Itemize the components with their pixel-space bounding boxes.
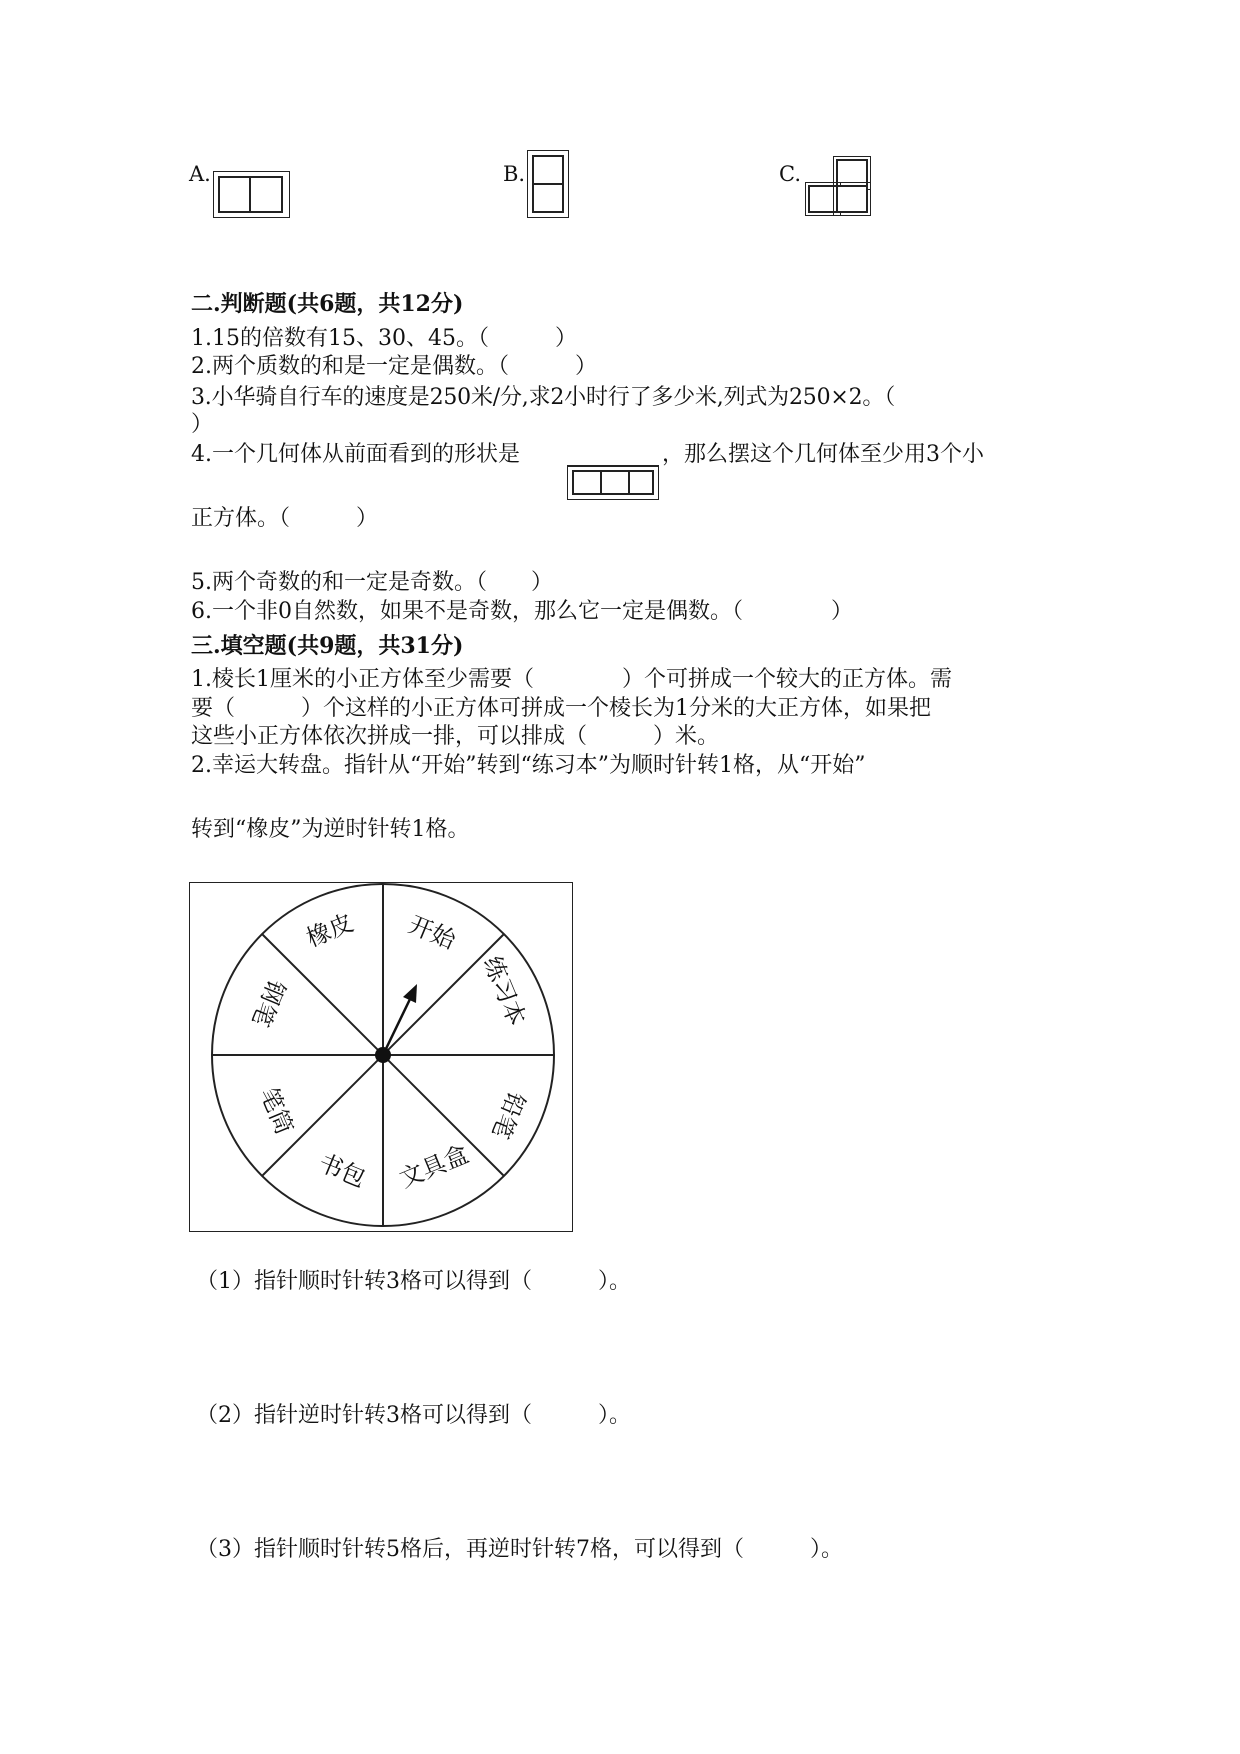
fill-q1-line3: 这些小正方体依次拼成一排，可以排成（ ）米。 [191, 724, 720, 749]
option-c-label: C. [779, 162, 801, 186]
fill-q2-sub2: （2）指针逆时针转3格可以得到（ ）。 [196, 1403, 631, 1428]
option-a-label: A. [189, 162, 211, 186]
fill-q2-sub1: （1）指针顺时针转3格可以得到（ ）。 [196, 1269, 631, 1294]
judge-q4-part1: 4.一个几何体从前面看到的形状是 [191, 442, 520, 467]
sector-label-start: 开始 [404, 909, 460, 955]
fill-q2-sub3: （3）指针顺时针转5格后，再逆时针转7格，可以得到（ ）。 [196, 1537, 843, 1562]
judge-q5: 5.两个奇数的和一定是奇数。（ ） [191, 570, 553, 595]
option-c-cell-bottom-right [836, 185, 868, 213]
judge-q2: 2.两个质数的和是一定是偶数。（ ） [191, 354, 597, 379]
sector-label-eraser: 橡皮 [301, 907, 357, 953]
option-b-figure [527, 150, 569, 218]
sector-label-schoolbag: 书包 [314, 1147, 370, 1193]
judge-q4-figure-underline [567, 466, 659, 467]
lucky-wheel-frame [189, 882, 573, 1232]
fill-q1-line2: 要（ ）个这样的小正方体可拼成一个棱长为1分米的大正方体，如果把 [191, 696, 931, 721]
fill-q2-line1: 2.幸运大转盘。指针从“开始”转到“练习本”为顺时针转1格，从“开始” [191, 753, 866, 778]
option-a-cell-right [249, 176, 283, 213]
sector-label-pencil: 铅笔 [485, 1087, 531, 1143]
option-c-cell-top-right [836, 159, 868, 187]
judge-q1: 1.15的倍数有15、30、45。（ ） [191, 326, 577, 351]
judge-q4-figure [567, 465, 659, 500]
judge-q3-line1: 3.小华骑自行车的速度是250米/分,求2小时行了多少米,列式为250×2。（ [191, 385, 896, 410]
wheel-center-hub [375, 1047, 391, 1063]
option-c-figure [806, 157, 870, 217]
section2-heading: 二.判断题(共6题，共12分) [191, 291, 464, 317]
sector-label-fountain-pen: 钢笔 [245, 975, 291, 1031]
judge-q4-line2: 正方体。（ ） [191, 506, 379, 531]
option-b-label: B. [503, 162, 526, 186]
option-b-cell-top [532, 155, 564, 185]
lucky-wheel [189, 882, 573, 1232]
section3-heading: 三.填空题(共9题，共31分) [191, 633, 464, 659]
option-a-figure [213, 171, 290, 218]
fill-q1-line1: 1.棱长1厘米的小正方体至少需要（ ）个可拼成一个较大的正方体。需 [191, 667, 952, 692]
judge-q4-cell-1 [572, 470, 602, 495]
fill-q2-line2: 转到“橡皮”为逆时针转1格。 [191, 817, 470, 842]
judge-q3-line2: ） [191, 412, 214, 437]
sector-label-exercise-book: 练习本 [477, 951, 531, 1030]
sector-label-pencil-case: 文具盒 [394, 1139, 473, 1193]
option-c-cell-bottom-left [808, 185, 838, 213]
sector-label-pen-holder: 笔筒 [253, 1082, 299, 1138]
wheel-pointer-shaft [383, 997, 411, 1055]
judge-q6: 6.一个非0自然数，如果不是奇数，那么它一定是偶数。（ ） [191, 599, 853, 624]
wheel-pointer-arrowhead [403, 984, 417, 1003]
judge-q4-cell-2 [600, 470, 630, 495]
option-a-cell-left [218, 176, 251, 213]
option-b-cell-bottom [532, 183, 564, 213]
judge-q4-cell-3 [628, 470, 654, 495]
judge-q4-part2: ，那么摆这个几何体至少用3个小 [662, 442, 984, 467]
